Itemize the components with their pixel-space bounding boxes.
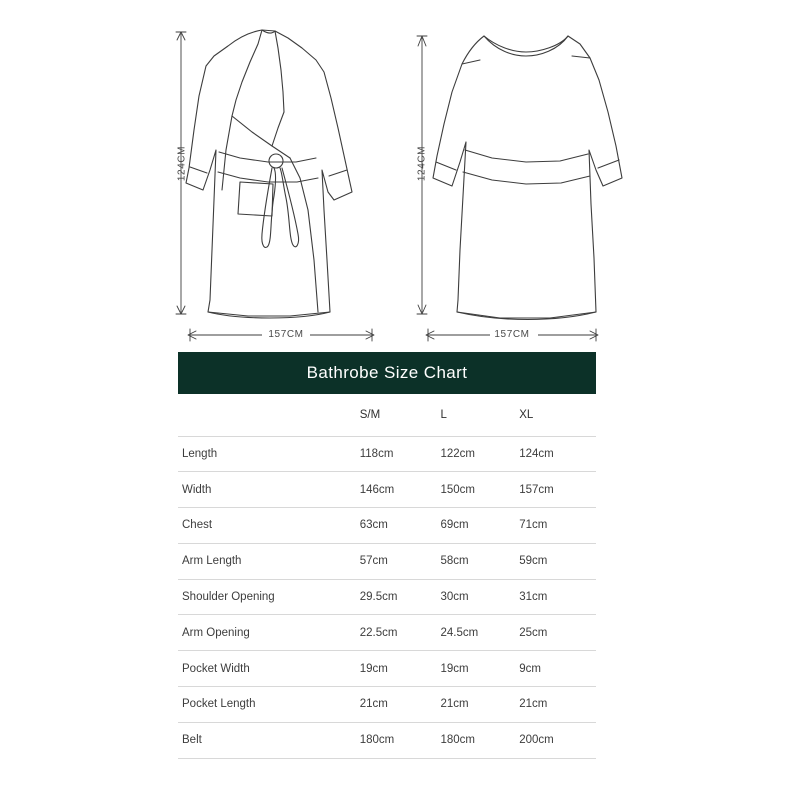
right-figure-width-label: 157CM xyxy=(494,329,530,340)
cell-xl: 157cm xyxy=(519,483,554,496)
row-label: Arm Length xyxy=(182,555,242,568)
cell-l: 150cm xyxy=(440,483,476,496)
table-row xyxy=(178,615,596,651)
cell-sm: 57cm xyxy=(359,555,388,568)
left-figure-height-label: 124CM xyxy=(176,145,188,182)
right-figure-height-label: 124CM xyxy=(416,145,428,182)
left-figure-width-label: 157CM xyxy=(268,329,304,340)
column-header-xl: XL xyxy=(519,408,534,421)
column-header-sm: S/M xyxy=(359,408,381,421)
row-label: Arm Opening xyxy=(182,626,250,639)
size-table xyxy=(178,394,596,759)
table-row xyxy=(178,687,596,723)
row-label: Chest xyxy=(182,519,213,532)
column-header-l: L xyxy=(440,408,447,421)
cell-l: 19cm xyxy=(440,662,469,675)
cell-l: 30cm xyxy=(440,591,469,604)
cell-sm: 118cm xyxy=(359,447,394,460)
table-row xyxy=(178,651,596,687)
cell-l: 122cm xyxy=(440,447,476,460)
chart-title-band xyxy=(178,352,596,394)
table-row xyxy=(178,543,596,579)
table-row xyxy=(178,436,596,472)
row-label: Belt xyxy=(182,734,202,747)
cell-l: 24.5cm xyxy=(440,626,479,639)
cell-sm: 22.5cm xyxy=(359,626,398,639)
row-label: Pocket Length xyxy=(182,698,256,711)
bathrobe-back-view xyxy=(400,0,800,350)
row-label: Shoulder Opening xyxy=(182,591,275,604)
cell-l: 180cm xyxy=(440,734,476,747)
table-row xyxy=(178,472,596,508)
cell-xl: 200cm xyxy=(519,734,554,747)
cell-xl: 124cm xyxy=(519,447,554,460)
cell-xl: 9cm xyxy=(519,662,541,675)
cell-l: 21cm xyxy=(440,698,469,711)
cell-sm: 146cm xyxy=(359,483,395,496)
cell-xl: 25cm xyxy=(519,626,548,639)
column-header-measurement xyxy=(178,394,360,436)
cell-sm: 63cm xyxy=(359,519,388,532)
table-row xyxy=(178,722,596,758)
page-title: Bathrobe Size Chart xyxy=(306,363,468,382)
row-label: Width xyxy=(182,483,212,496)
cell-xl: 71cm xyxy=(519,519,548,532)
wrap-bathrobe-front-view xyxy=(0,0,400,350)
cell-xl: 31cm xyxy=(519,591,548,604)
illustration-area xyxy=(0,0,800,350)
table-row xyxy=(178,579,596,615)
table-body xyxy=(178,436,596,758)
row-label: Pocket Width xyxy=(182,662,250,675)
cell-sm: 180cm xyxy=(359,734,395,747)
table-header xyxy=(178,394,596,436)
table-row xyxy=(178,508,596,544)
cell-l: 69cm xyxy=(440,519,469,532)
table-header-row xyxy=(178,394,596,436)
cell-xl: 21cm xyxy=(519,698,548,711)
cell-l: 58cm xyxy=(440,555,469,568)
cell-xl: 59cm xyxy=(519,555,548,568)
cell-sm: 19cm xyxy=(359,662,388,675)
row-label: Length xyxy=(182,447,218,460)
cell-sm: 29.5cm xyxy=(359,591,398,604)
cell-sm: 21cm xyxy=(359,698,388,711)
